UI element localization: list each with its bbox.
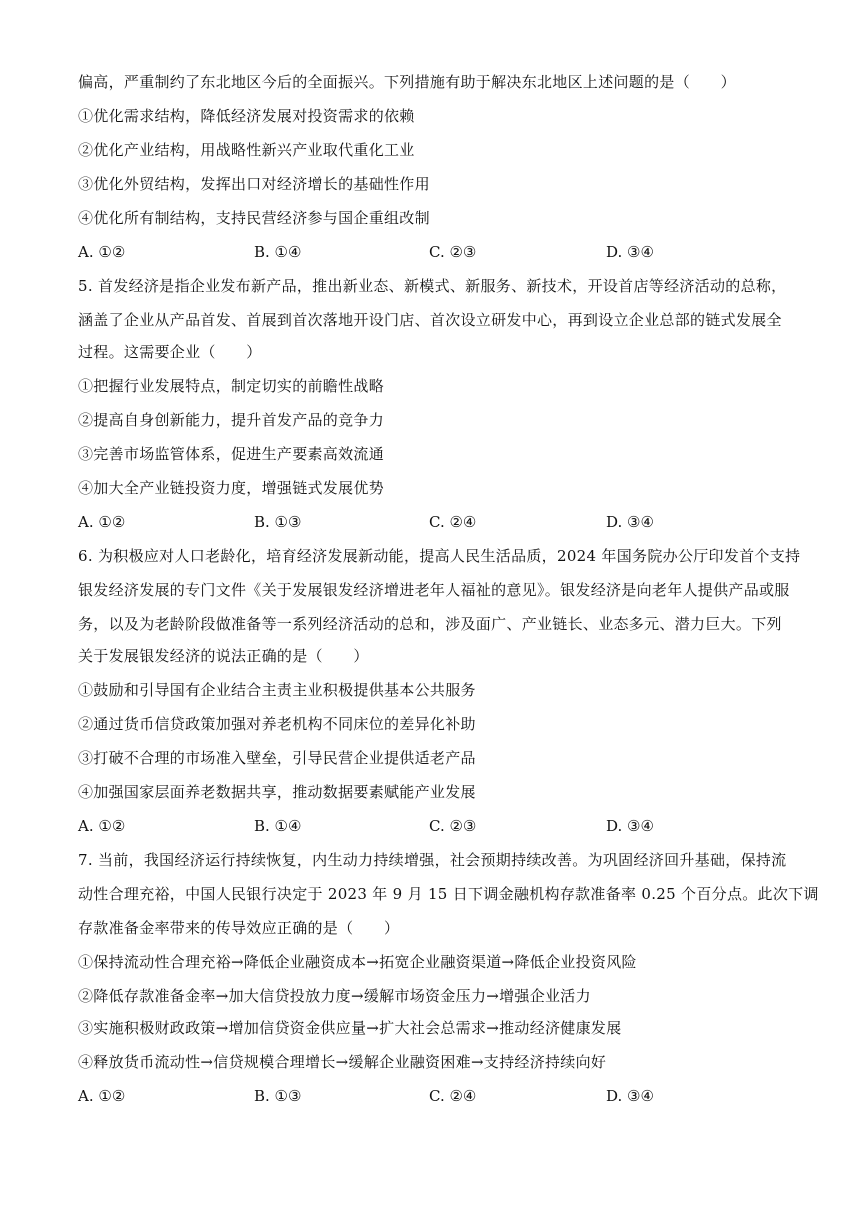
q7-option-c[interactable]: C. ②④ <box>429 1087 477 1105</box>
q5-options <box>78 512 778 532</box>
q6-option-c[interactable]: C. ②③ <box>429 817 477 835</box>
q7-options <box>78 1086 778 1106</box>
q5-statement-4: ④加大全产业链投资力度，增强链式发展优势 <box>78 479 385 497</box>
q5-option-a[interactable]: A. ①② <box>78 513 126 531</box>
q4-options <box>78 242 778 262</box>
q6-stem-line-4: 关于发展银发经济的说法正确的是（ ） <box>78 647 369 665</box>
q4-option-a[interactable]: A. ①② <box>78 243 126 261</box>
q6-statement-4: ④加强国家层面养老数据共享，推动数据要素赋能产业发展 <box>78 783 476 801</box>
q4-statement-4: ④优化所有制结构，支持民营经济参与国企重组改制 <box>78 209 430 227</box>
q5-statement-2: ②提高自身创新能力，提升首发产品的竞争力 <box>78 411 385 429</box>
q7-option-b[interactable]: B. ①③ <box>254 1087 302 1105</box>
q7-statement-4: ④释放货币流动性→信贷规模合理增长→缓解企业融资困难→支持经济持续向好 <box>78 1053 607 1071</box>
q4-statement-2: ②优化产业结构，用战略性新兴产业取代重化工业 <box>78 141 415 159</box>
q6-option-b[interactable]: B. ①④ <box>254 817 302 835</box>
q4-option-b[interactable]: B. ①④ <box>254 243 302 261</box>
q6-stem-line-1: 6. 为积极应对人口老龄化，培育经济发展新动能，提高人民生活品质，2024 年国务院办公厅印发首个支持 <box>78 547 801 565</box>
q4-stem-tail: 偏高，严重制约了东北地区今后的全面振兴。下列措施有助于解决东北地区上述问题的是（ ） <box>78 73 736 91</box>
q6-stem-line-2: 银发经济发展的专门文件《关于发展银发经济增进老年人福祉的意见》。银发经济是向老年人提供产品或服 <box>78 581 790 599</box>
q5-stem-line-2: 涵盖了企业从产品首发、首展到首次落地开设门店、首次设立研发中心，再到设立企业总部的链式发展全 <box>78 311 782 329</box>
q6-statement-2: ②通过货币信贷政策加强对养老机构不同床位的差异化补助 <box>78 715 476 733</box>
q7-stem-line-1: 7. 当前，我国经济运行持续恢复，内生动力持续增强，社会预期持续改善。为巩固经济回升基础，保持流 <box>78 851 787 869</box>
q7-stem-line-2: 动性合理充裕，中国人民银行决定于 2023 年 9 月 15 日下调金融机构存款准备率 0.25 个百分点。此次下调 <box>78 885 819 903</box>
q4-statement-1: ①优化需求结构，降低经济发展对投资需求的依赖 <box>78 107 415 125</box>
q6-options <box>78 816 778 836</box>
q5-stem-line-3: 过程。这需要企业（ ） <box>78 343 262 361</box>
q7-option-d[interactable]: D. ③④ <box>606 1087 654 1105</box>
q5-statement-1: ①把握行业发展特点，制定切实的前瞻性战略 <box>78 377 385 395</box>
q5-statement-3: ③完善市场监管体系，促进生产要素高效流通 <box>78 445 385 463</box>
q5-option-b[interactable]: B. ①③ <box>254 513 302 531</box>
q4-option-d[interactable]: D. ③④ <box>606 243 654 261</box>
q4-statement-3: ③优化外贸结构，发挥出口对经济增长的基础性作用 <box>78 175 430 193</box>
q6-option-a[interactable]: A. ①② <box>78 817 126 835</box>
q6-statement-1: ①鼓励和引导国有企业结合主责主业积极提供基本公共服务 <box>78 681 476 699</box>
q7-statement-2: ②降低存款准备金率→加大信贷投放力度→缓解市场资金压力→增强企业活力 <box>78 987 591 1005</box>
q7-option-a[interactable]: A. ①② <box>78 1087 126 1105</box>
q5-option-c[interactable]: C. ②④ <box>429 513 477 531</box>
q6-statement-3: ③打破不合理的市场准入壁垒，引导民营企业提供适老产品 <box>78 749 476 767</box>
q6-option-d[interactable]: D. ③④ <box>606 817 654 835</box>
q5-stem-line-1: 5. 首发经济是指企业发布新产品，推出新业态、新模式、新服务、新技术，开设首店等经济活动的总称， <box>78 277 787 295</box>
q6-stem-line-3: 务，以及为老龄阶段做准备等一系列经济活动的总和，涉及面广、产业链长、业态多元、潜力巨大。下列 <box>78 615 782 633</box>
q7-statement-3: ③实施积极财政政策→增加信贷资金供应量→扩大社会总需求→推动经济健康发展 <box>78 1019 622 1037</box>
q4-option-c[interactable]: C. ②③ <box>429 243 477 261</box>
q7-statement-1: ①保持流动性合理充裕→降低企业融资成本→拓宽企业融资渠道→降低企业投资风险 <box>78 953 637 971</box>
q7-stem-line-3: 存款准备金率带来的传导效应正确的是（ ） <box>78 919 400 937</box>
q5-option-d[interactable]: D. ③④ <box>606 513 654 531</box>
